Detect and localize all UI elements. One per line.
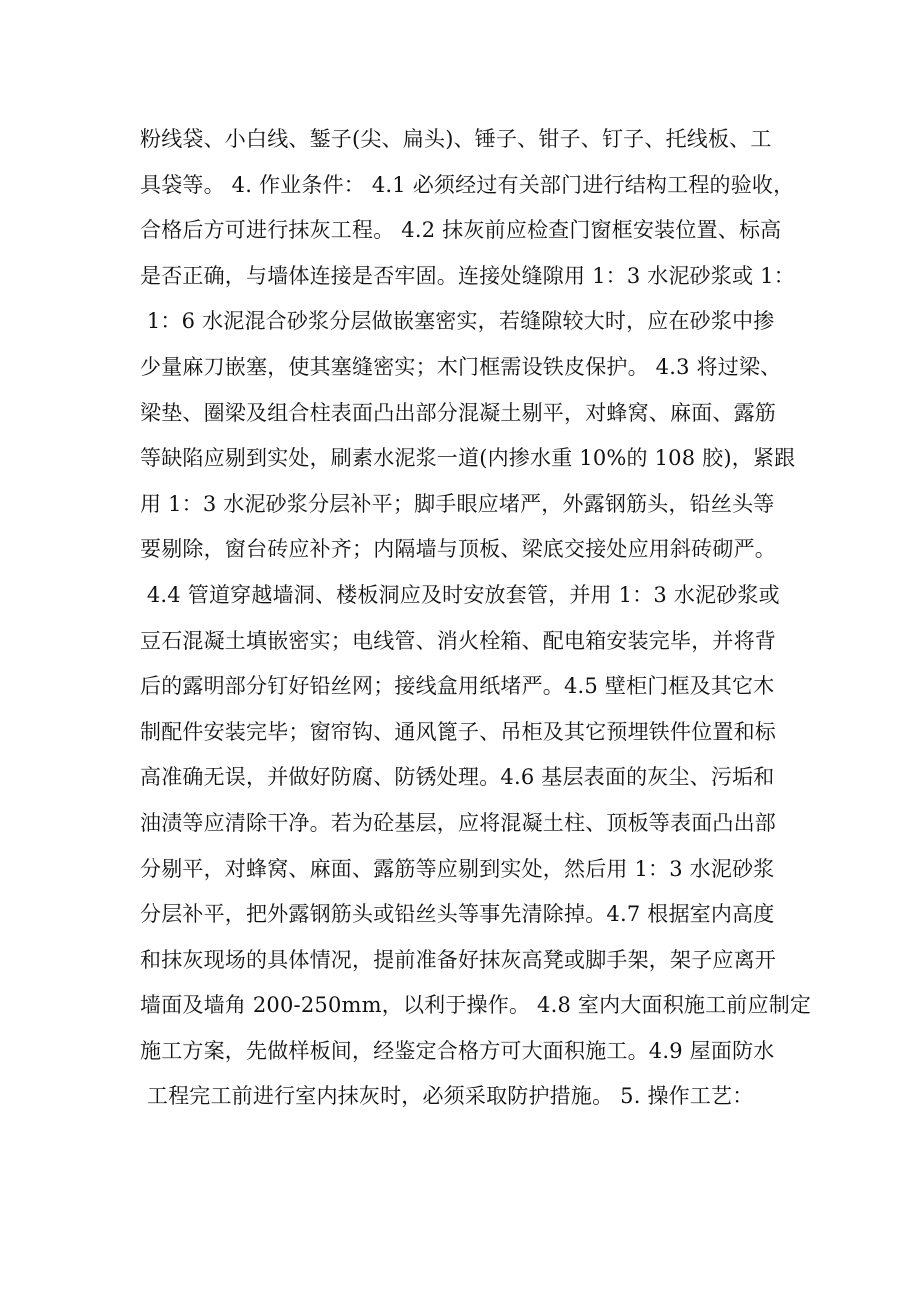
text-line: 4.4 管道穿越墙洞、楼板洞应及时安放套管，并用 1：3 水泥砂浆或 — [140, 582, 780, 607]
text-line: 分剔平，对蜂窝、麻面、露筋等应剔到实处，然后用 1：3 水泥砂浆 — [140, 856, 775, 881]
text-line: 要剔除，窗台砖应补齐；内隔墙与顶板、梁底交接处应用斜砖砌严。 — [140, 537, 776, 562]
text-line: 是否正确，与墙体连接是否牢固。连接处缝隙用 1：3 水泥砂浆或 1： — [140, 263, 795, 288]
text-line: 少量麻刀嵌塞，使其塞缝密实；木门框需设铁皮保护。 4.3 将过梁、 — [140, 354, 782, 379]
text-line: 制配件安装完毕；窗帘钩、通风篦子、吊柜及其它预埋铁件位置和标 — [140, 719, 776, 744]
text-line: 墙面及墙角 200-250mm，以利于操作。 4.8 室内大面积施工前应制定 — [140, 993, 812, 1018]
text-line: 具袋等。 4. 作业条件： 4.1 必须经过有关部门进行结构工程的验收， — [140, 172, 795, 197]
text-line: 工程完工前进行室内抹灰时，必须采取防护措施。 5. 操作工艺： — [140, 1084, 754, 1109]
text-line: 等缺陷应剔到实处，刷素水泥浆一道(内掺水重 10%的 108 胶)，紧跟 — [140, 446, 796, 471]
text-line: 施工方案，先做样板间，经鉴定合格方可大面积施工。4.9 屋面防水 — [140, 1038, 775, 1063]
text-line: 和抹灰现场的具体情况，提前准备好抹灰高凳或脚手架，架子应离开 — [140, 947, 776, 972]
text-line: 粉线袋、小白线、錾子(尖、扁头)、锤子、钳子、钉子、托线板、工 — [140, 127, 772, 151]
text-line: 高准确无误，并做好防腐、防锈处理。4.6 基层表面的灰尘、污垢和 — [140, 765, 775, 790]
text-line: 1：6 水泥混合砂浆分层做嵌塞密实，若缝隙较大时，应在砂浆中掺 — [140, 309, 775, 334]
text-line: 后的露明部分钉好铅丝网；接线盒用纸堵严。4.5 壁柜门框及其它木 — [140, 674, 775, 699]
text-line: 油渍等应清除干净。若为砼基层，应将混凝土柱、顶板等表面凸出部 — [140, 810, 776, 835]
body-text — [140, 117, 812, 1120]
text-line: 豆石混凝土填嵌密实；电线管、消火栓箱、配电箱安装完毕，并将背 — [140, 628, 776, 653]
text-line: 梁垫、圈梁及组合柱表面凸出部分混凝土剔平，对蜂窝、麻面、露筋 — [140, 400, 776, 425]
text-line: 合格后方可进行抹灰工程。 4.2 抹灰前应检查门窗框安装位置、标高 — [140, 218, 782, 243]
text-line: 用 1：3 水泥砂浆分层补平；脚手眼应堵严，外露钢筋头，铅丝头等 — [140, 491, 775, 516]
text-line: 分层补平，把外露钢筋头或铅丝头等事先清除掉。4.7 根据室内高度 — [140, 902, 775, 927]
